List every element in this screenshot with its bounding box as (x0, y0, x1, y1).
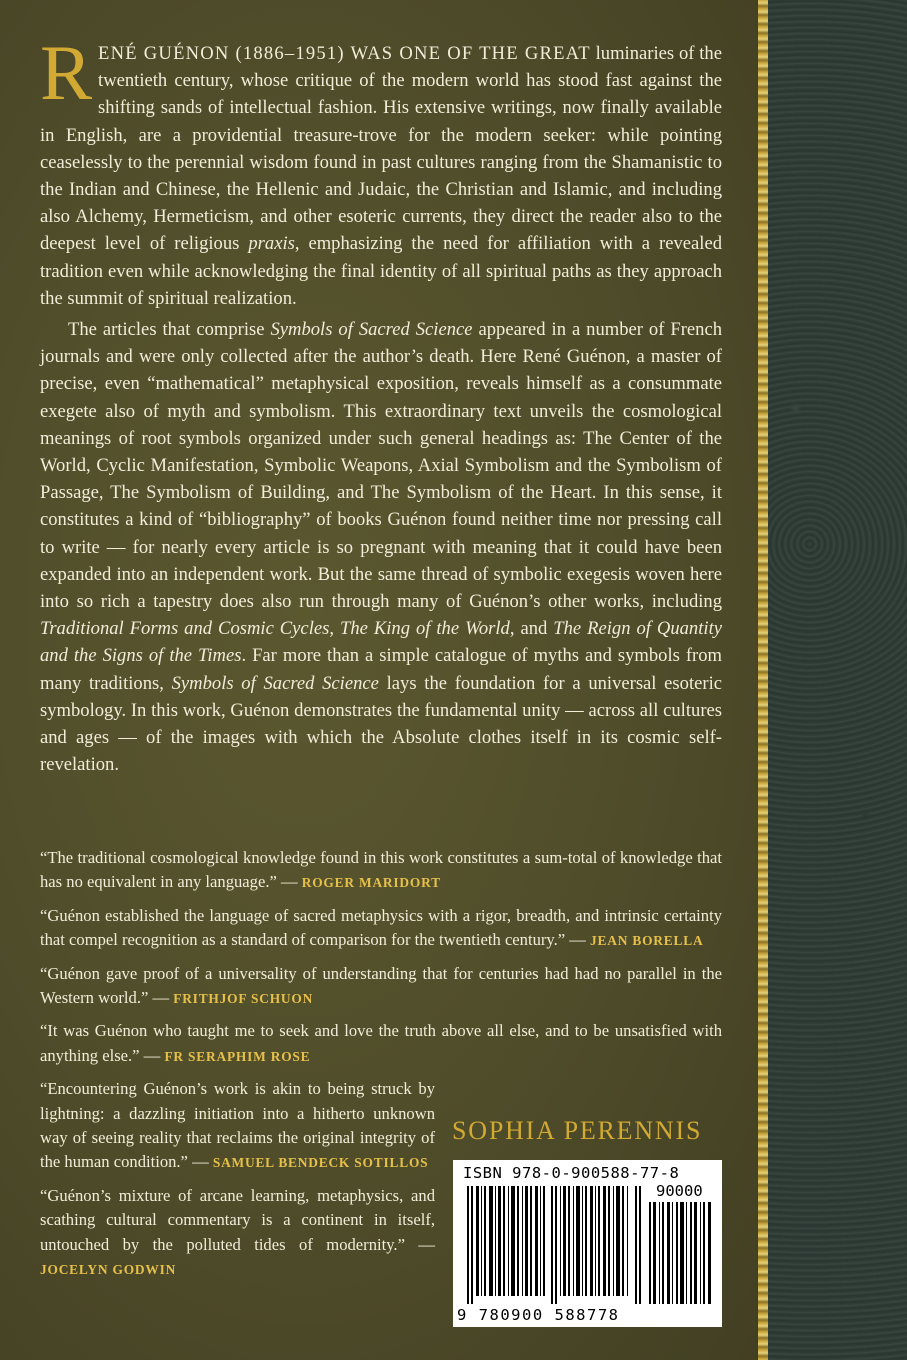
quote: “Guénon established the language of sacred metaphysics with a rigor, breadth, and intrinsic certainty that compel recognition as a standard of comparison for the twentieth century.” — JEAN BORELLA (40, 905, 722, 950)
quote-author: JEAN BORELLA (590, 933, 704, 949)
publisher-logo: SOPHIA PERENNIS (452, 1116, 703, 1145)
addon-bars-icon (649, 1202, 713, 1304)
lead-caps: ENÉ GUÉNON (1886–1951) WAS ONE OF THE GREAT (98, 43, 591, 64)
quote: “The traditional cosmological knowledge found in this work constitutes a sum-total of knowledge that has no equivalent in any language.” — ROGER MARIDORT (40, 848, 722, 892)
quote-author: FR SERAPHIM ROSE (164, 1048, 311, 1064)
quote: “Guénon’s mixture of arcane learning, metaphysics, and scathing cultural commentary is a continent in itself, untouched by the polluted tides of modernity.” — JOCELYN GODWIN (40, 1185, 435, 1278)
quote-author: FRITHJOF SCHUON (173, 991, 314, 1007)
summary-paragraph: The articles that comprise Symbols of Sacred Science appeared in a number of French journals and were only collected after the author’s death. Here René Guénon, a master of precise, even “mathematical” metaphysical exposition, reveals himself as a consummate exegete also of myth and symbolism. This extraordinary text unveils the cosmological meanings of root symbols organized under such general headings as: The Center of the World, Cyclic Manifestation, Symbolic Weapons, Axial Symbolism and the Symbolism of Passage, The Symbolism of Building, and The Symbolism of the Heart. In this sense, it constitutes a kind of “bibliography” of books Guénon found neither time nor pressing call to write — for nearly every article is so pregnant with meaning that it could have been expanded into an independent work. But the same thread of symbolic exegesis woven here into so rich a tapestry does also run through many of Guénon’s other works, including Traditional Forms and Cosmic Cycles, The King of the World, and The Reign of Quantity and the Signs of the Times. Far more than a simple catalogue of myths and symbols from many traditions, Symbols of Sacred Science lays the foundation for a universal esoteric symbology. In this work, Guénon demonstrates the fundamental unity — across all cultures and ages — of the images with which the Absolute clothes itself in its cosmic self-revelation. (40, 319, 722, 776)
barcode-bars-icon (467, 1186, 643, 1304)
barcode-digits: 9 780900 588778 (457, 1306, 620, 1324)
addon-code: 90000 (656, 1182, 703, 1200)
intro-paragraph: R ENÉ GUÉNON (1886–1951) WAS ONE OF THE GREAT luminaries of the twentieth century, whose critique of the modern world has stood fast against the shifting sands of intellectual fashion. His extensive writings, now finally available in English, are a providential treasure-trove for the modern seeker: while pointing ceaselessly to the perennial wisdom found in past cultures ranging from the Shamanistic to the Indian and Chinese, the Hellenic and Judaic, the Christian and Islamic, and including also Alchemy, Hermeticism, and other esoteric currents, they direct the reader also to the deepest level of religious praxis, emphasizing the need for affiliation with a revealed tradition even while acknowledging the final identity of all spiritual paths as they approach the summit of spiritual realization. (40, 29, 722, 309)
drop-cap: R (40, 29, 93, 116)
quote: “Guénon gave proof of a universality of understanding that for centuries had had no parallel in the Western world.” — FRITHJOF SCHUON (40, 963, 722, 1008)
quote-author: SAMUEL BENDECK SOTILLOS (212, 1155, 429, 1171)
quote-author: JOCELYN GODWIN (40, 1262, 177, 1278)
isbn-barcode (453, 1160, 722, 1327)
quote: “Encountering Guénon’s work is akin to being struck by lightning: a dazzling initiation into a hitherto unknown way of seeing reality that reclaims the original integrity of the human condition.” — SAMUEL BENDECK SOTILLOS (40, 1079, 435, 1172)
quote-author: ROGER MARIDORT (301, 875, 441, 891)
description (40, 29, 722, 778)
leather-spine (768, 0, 907, 1360)
gold-trim-border (758, 0, 768, 1360)
quote: “It was Guénon who taught me to seek and love the truth above all else, and to be unsatisfied with anything else.” — FR SERAPHIM ROSE (40, 1021, 722, 1065)
isbn-number: ISBN 978-0-900588-77-8 (463, 1164, 680, 1182)
